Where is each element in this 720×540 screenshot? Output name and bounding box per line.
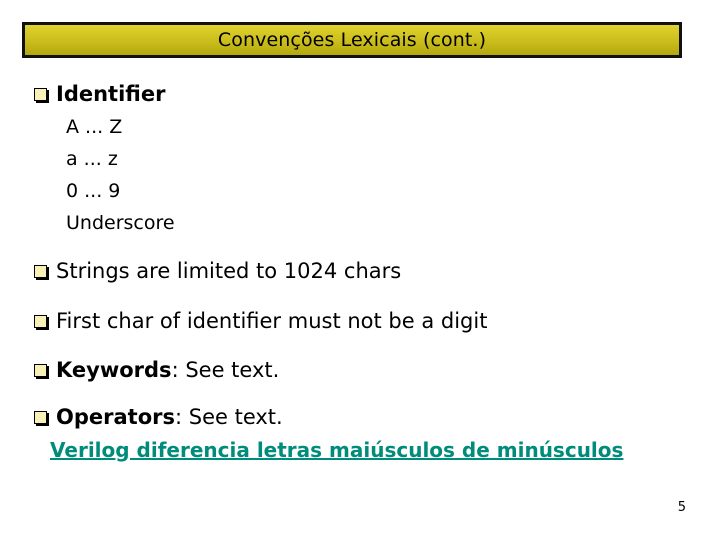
slide-title: Convenções Lexicais (cont.) xyxy=(217,29,487,51)
square-bullet-icon xyxy=(34,315,47,328)
square-bullet-icon xyxy=(34,88,47,101)
identifier-item-underscore: Underscore xyxy=(66,212,175,234)
identifier-heading: Identifier xyxy=(56,82,166,106)
bullet-first-char xyxy=(34,309,487,333)
keywords-text: : See text. xyxy=(171,358,280,382)
page-number: 5 xyxy=(677,500,686,515)
strings-text: Strings are limited to 1024 chars xyxy=(56,259,402,283)
bullet-identifier xyxy=(34,82,165,106)
bullet-operators xyxy=(34,405,283,429)
square-bullet-icon xyxy=(34,364,47,377)
square-bullet-icon xyxy=(34,411,47,424)
title-bar xyxy=(22,22,682,58)
first-char-text: First char of identifier must not be a digit xyxy=(56,309,488,333)
operators-text: : See text. xyxy=(174,405,283,429)
bullet-strings xyxy=(34,259,401,283)
keywords-label: Keywords xyxy=(56,358,172,382)
operators-label: Operators xyxy=(56,405,175,429)
identifier-item-uppercase: A ... Z xyxy=(66,116,123,138)
identifier-item-lowercase: a ... z xyxy=(66,148,118,170)
square-bullet-icon xyxy=(34,265,47,278)
identifier-item-digits: 0 ... 9 xyxy=(66,180,121,202)
bullet-keywords xyxy=(34,358,279,382)
case-sensitivity-note: Verilog diferencia letras maiúsculos de minúsculos xyxy=(50,438,624,462)
